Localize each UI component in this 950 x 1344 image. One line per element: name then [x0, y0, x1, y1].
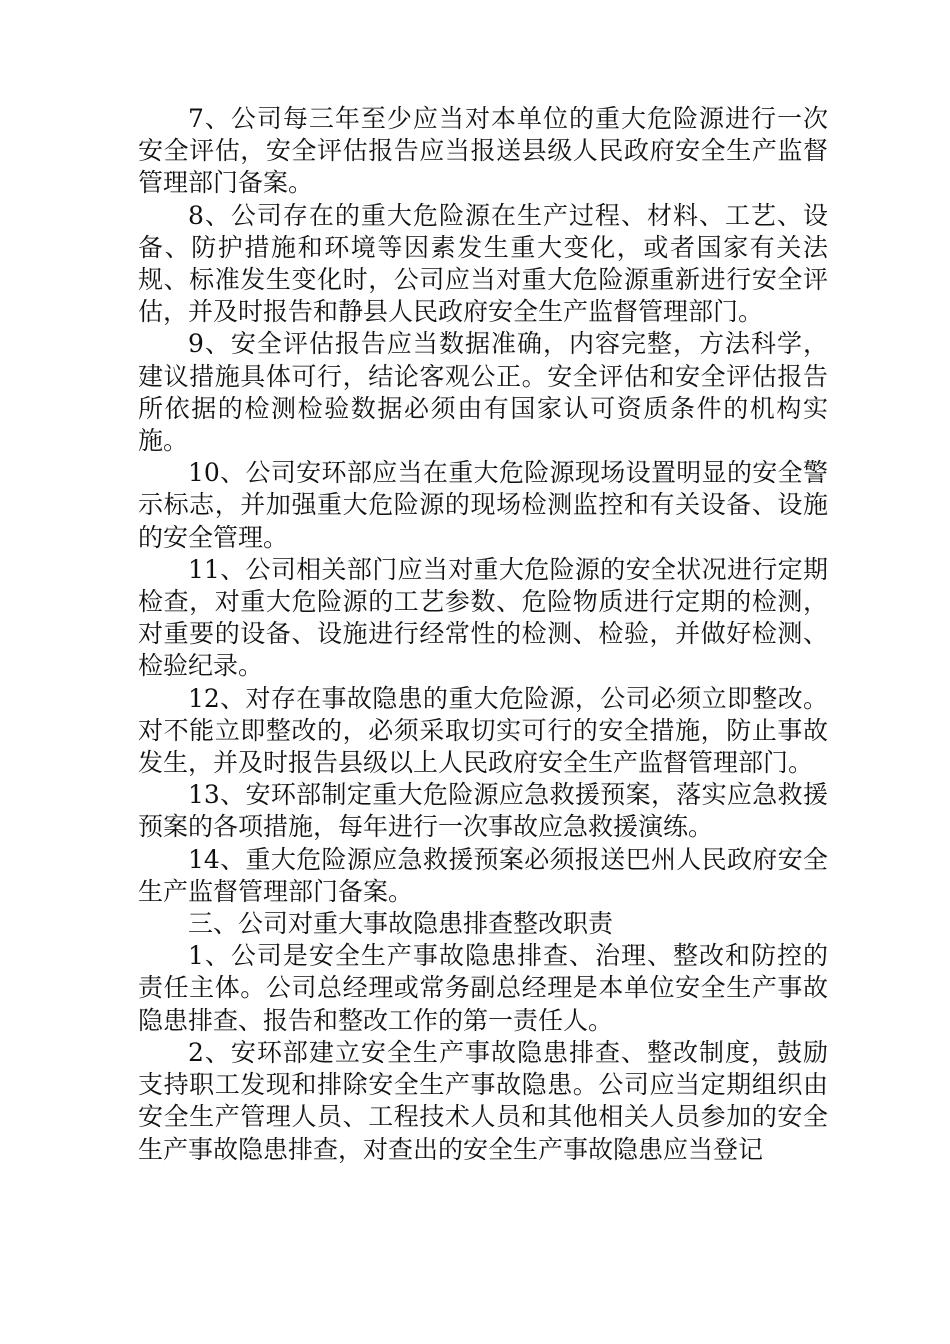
- paragraph-item-7: 7、公司每三年至少应当对本单位的重大危险源进行一次安全评估，安全评估报告应当报送县级人民政府安全生产监督管理部门备案。: [138, 104, 828, 198]
- paragraph-item-12: 12、对存在事故隐患的重大危险源，公司必须立即整改。对不能立即整改的，必须采取切实可行的安全措施，防止事故发生，并及时报告县级以上人民政府安全生产监督管理部门。: [138, 683, 828, 778]
- paragraph-item-9: 9、安全评估报告应当数据准确，内容完整，方法科学，建议措施具体可行，结论客观公正。安全评估和安全评估报告所依据的检测检验数据必须由有国家认可资质条件的机构实施。: [138, 329, 828, 456]
- paragraph-item-1: 1、公司是安全生产事故隐患排查、治理、整改和防控的责任主体。公司总经理或常务副总经理是本单位安全生产事故隐患排查、报告和整改工作的第一责任人。: [138, 941, 828, 1035]
- paragraph-item-14: 14、重大危险源应急救援预案必须报送巴州人民政府安全生产监督管理部门备案。: [138, 844, 828, 906]
- paragraph-item-10: 10、公司安环部应当在重大危险源现场设置明显的安全警示标志，并加强重大危险源的现场检测监控和有关设备、设施的安全管理。: [138, 458, 828, 552]
- paragraph-item-13: 13、安环部制定重大危险源应急救援预案，落实应急救援预案的各项措施，每年进行一次事故应急救援演练。: [138, 780, 828, 842]
- paragraph-item-8: 8、公司存在的重大危险源在生产过程、材料、工艺、设备、防护措施和环境等因素发生重大变化，或者国家有关法规、标准发生变化时，公司应当对重大危险源重新进行安全评估，并及时报告和静县人民政府安全生产监督管理部门。: [138, 200, 828, 327]
- paragraph-item-11: 11、公司相关部门应当对重大危险源的安全状况进行定期检查，对重大危险源的工艺参数、危险物质进行定期的检测，对重要的设备、设施进行经常性的检测、检验，并做好检测、检验纪录。: [138, 554, 828, 681]
- document-body: [138, 103, 828, 1166]
- section-heading-3: 三、公司对重大事故隐患排查整改职责: [188, 909, 614, 939]
- paragraph-item-2: 2、安环部建立安全生产事故隐患排查、整改制度，鼓励支持职工发现和排除安全生产事故隐患。公司应当定期组织由安全生产管理人员、工程技术人员和其他相关人员参加的安全生产事故隐患排查，对查出的安全生产事故隐患应当登记: [138, 1037, 828, 1164]
